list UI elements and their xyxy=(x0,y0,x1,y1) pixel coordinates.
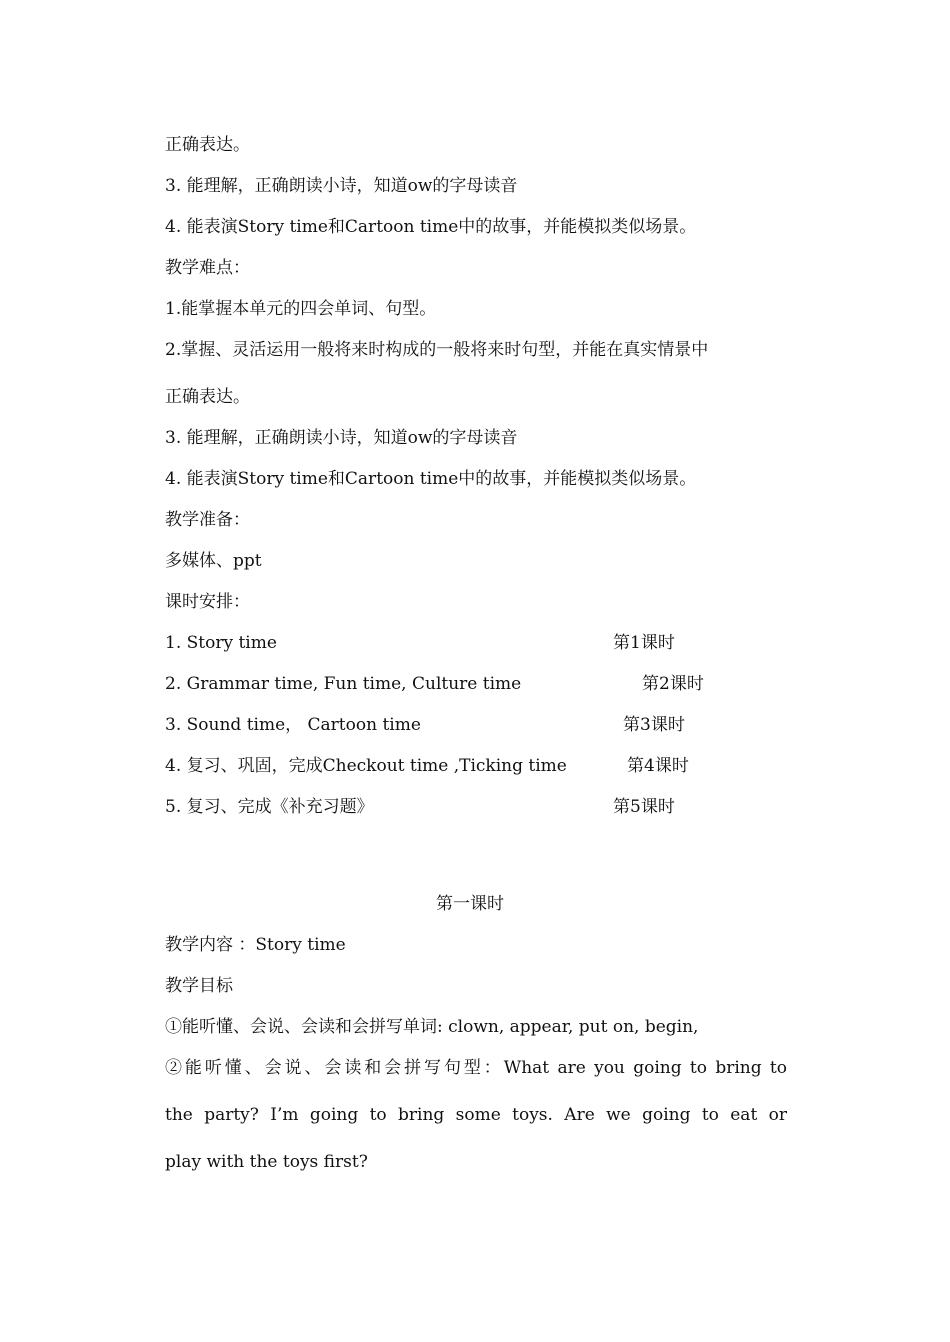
difficulty-3: 3. 能理解，正确朗读小诗，知道ow的字母读音 xyxy=(165,428,518,448)
difficulty-2-continuation: 正确表达。 xyxy=(165,387,250,407)
lesson-1-objective-2-line-3: play with the toys first? xyxy=(165,1152,368,1172)
schedule-period: 第3课时 xyxy=(623,715,685,735)
lesson-1-objectives-heading: 教学目标 xyxy=(165,976,233,996)
schedule-item: 3. Sound time， Cartoon time xyxy=(165,715,421,735)
schedule-heading: 课时安排： xyxy=(165,592,250,612)
lesson-1-objective-2-line-2: the party? I’m going to bring some toys. Are we going to eat or xyxy=(165,1105,787,1125)
difficulty-2: 2.掌握、灵活运用一般将来时构成的一般将来时句型，并能在真实情景中 xyxy=(165,340,709,360)
lesson-1-objective-1: ①能听懂、会说、会读和会拼写单词: clown, appear, put on, begin, xyxy=(165,1017,699,1037)
objective-2-continuation: 正确表达。 xyxy=(165,135,250,155)
schedule-period: 第1课时 xyxy=(613,633,675,653)
preparation-content: 多媒体、ppt xyxy=(165,551,262,571)
difficulty-1: 1.能掌握本单元的四会单词、句型。 xyxy=(165,299,437,319)
objective-4: 4. 能表演Story time和Cartoon time中的故事，并能模拟类似场景。 xyxy=(165,217,697,237)
difficulty-4: 4. 能表演Story time和Cartoon time中的故事，并能模拟类似场景。 xyxy=(165,469,697,489)
schedule-item: 1. Story time xyxy=(165,633,277,653)
schedule-period: 第2课时 xyxy=(642,674,704,694)
lesson-1-title: 第一课时 xyxy=(436,894,504,914)
lesson-1-objective-2-line-1: ②能听懂、会说、会读和会拼写句型：What are you going to bring to xyxy=(165,1058,787,1078)
schedule-period: 第5课时 xyxy=(613,797,675,817)
preparation-heading: 教学准备： xyxy=(165,510,250,530)
lesson-1-content: 教学内容 ：Story time xyxy=(165,935,346,955)
schedule-item: 4. 复习、巩固，完成Checkout time ,Ticking time xyxy=(165,756,567,776)
schedule-period: 第4课时 xyxy=(627,756,689,776)
difficulties-heading: 教学难点： xyxy=(165,258,250,278)
schedule-item: 5. 复习、完成《补充习题》 xyxy=(165,797,374,817)
objective-3: 3. 能理解，正确朗读小诗，知道ow的字母读音 xyxy=(165,176,518,196)
schedule-item: 2. Grammar time, Fun time, Culture time xyxy=(165,674,522,694)
